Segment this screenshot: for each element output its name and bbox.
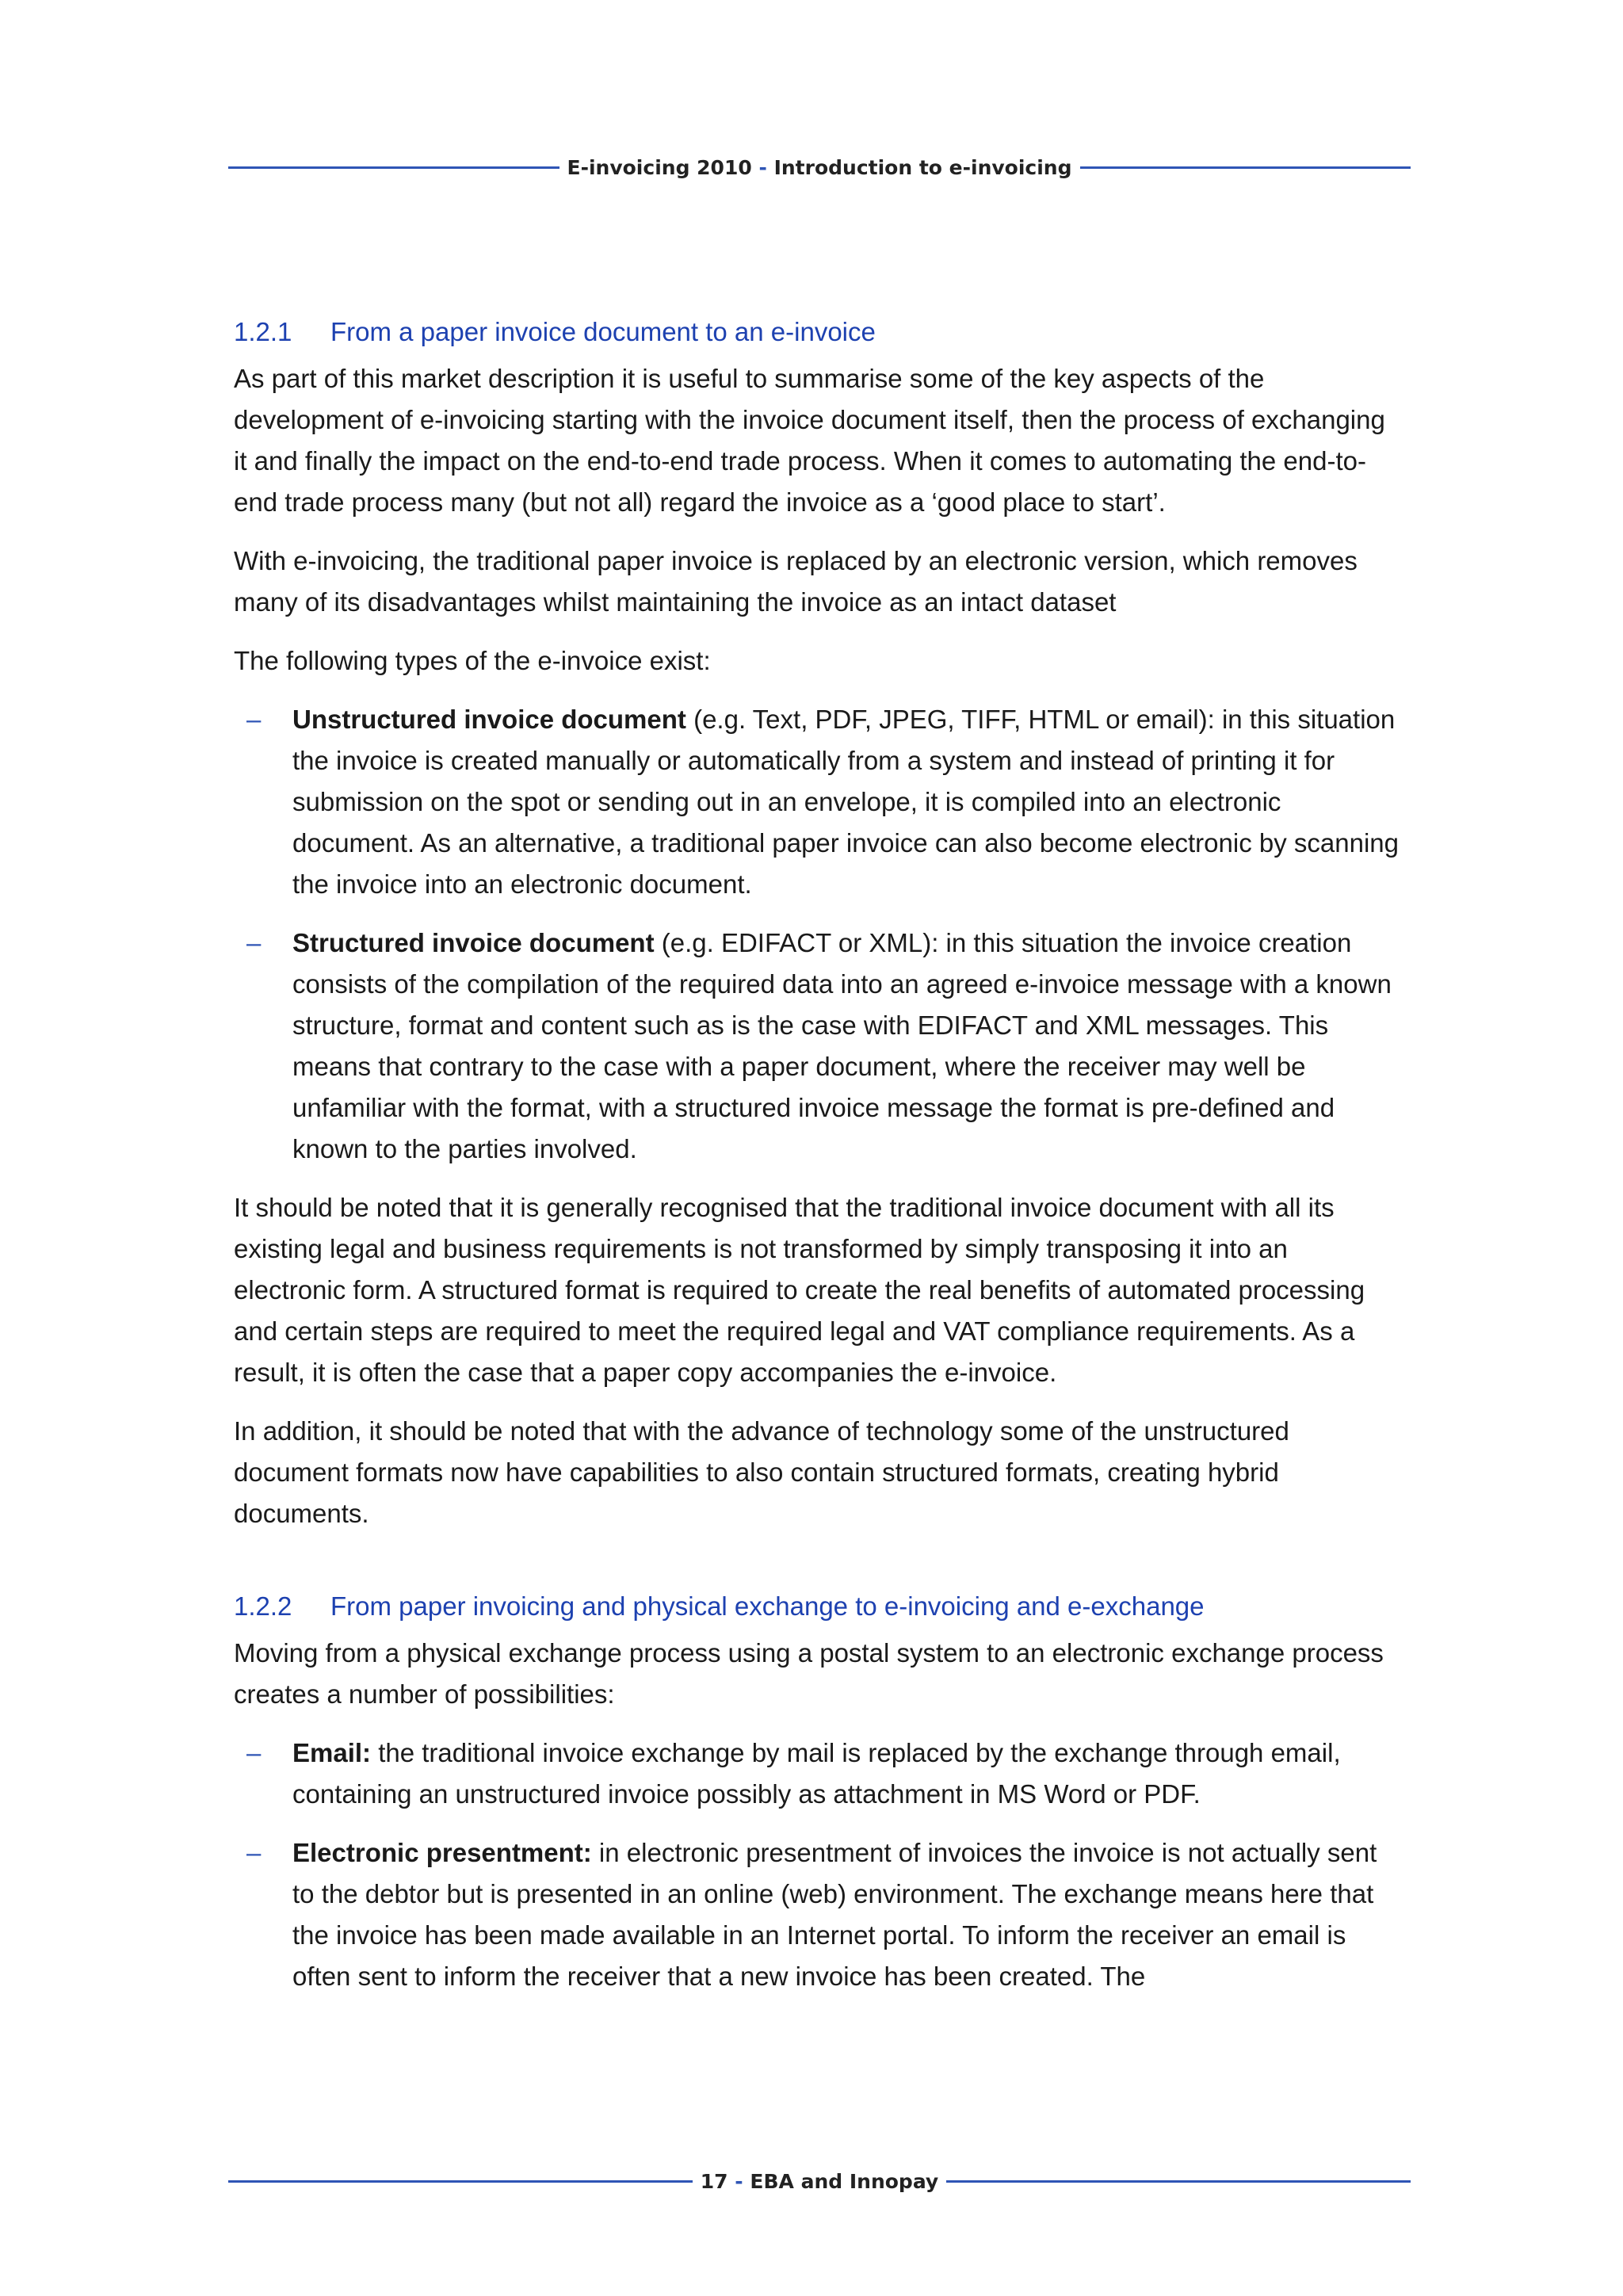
exchange-possibilities-list xyxy=(234,1733,1399,1997)
paragraph: With e-invoicing, the traditional paper invoice is replaced by an electronic version, which removes many of its disadvantages whilst maintaining the invoice as an intact dataset xyxy=(234,546,1358,617)
dash-bullet-icon: – xyxy=(246,705,262,734)
paragraph: As part of this market description it is useful to summarise some of the key aspects of the development of e-invoicing starting with the invoice document itself, then the process of exchanging it and finally the impact on the end-to-end trade process. When it comes to automating the end-to-end trade process many (but not all) regard the invoice as a ‘good place to start’. xyxy=(234,364,1385,517)
page-footer xyxy=(228,2170,1411,2193)
list-item xyxy=(234,1832,1399,1997)
footer-separator: - xyxy=(735,2170,743,2193)
dash-bullet-icon: – xyxy=(246,928,262,957)
section-number: 1.2.1 xyxy=(234,317,292,346)
paragraph: In addition, it should be noted that with the advance of technology some of the unstructured document formats now have capabilities to also contain structured formats, creating hybrid documents. xyxy=(234,1416,1289,1528)
list-item-term: Unstructured invoice document xyxy=(292,705,686,734)
list-item-term: Electronic presentment: xyxy=(292,1838,592,1867)
footer-label: EBA and Innopay xyxy=(750,2170,939,2193)
list-item xyxy=(234,699,1399,905)
page-number: 17 xyxy=(700,2170,728,2193)
section-heading-1-2-1 xyxy=(234,317,1399,347)
list-item-text: the traditional invoice exchange by mail is replaced by the exchange through email, containing an unstructured invoice possibly as attachment in MS Word or PDF. xyxy=(292,1738,1341,1809)
list-item-term: Email: xyxy=(292,1738,372,1767)
e-invoice-types-list xyxy=(234,699,1399,1170)
paragraph: Moving from a physical exchange process using a postal system to an electronic exchange process creates a number of possibilities: xyxy=(234,1638,1384,1709)
page-header xyxy=(228,156,1411,179)
dash-bullet-icon: – xyxy=(246,1738,262,1767)
footer-text xyxy=(693,2170,946,2193)
list-item xyxy=(234,923,1399,1170)
header-rule-left xyxy=(228,166,559,169)
header-subtitle: Introduction to e-invoicing xyxy=(773,156,1072,179)
list-item-text: in electronic presentment of invoices the invoice is not actually sent to the debtor but is presented in an online (web) environment. The exchange means here that the invoice has been made available in an Internet portal. To inform the receiver an email is often sent to inform the receiver that a new invoice has been created. The xyxy=(292,1838,1377,1991)
footer-rule-right xyxy=(946,2180,1411,2183)
page-body xyxy=(234,317,1399,2015)
header-separator: - xyxy=(758,156,767,179)
section-heading-1-2-2 xyxy=(234,1591,1399,1622)
header-title: E-invoicing 2010 xyxy=(567,156,752,179)
footer-rule-left xyxy=(228,2180,693,2183)
section-title: From paper invoicing and physical exchange to e-invoicing and e-exchange xyxy=(330,1591,1205,1621)
paragraph: It should be noted that it is generally recognised that the traditional invoice document with all its existing legal and business requirements is not transformed by simply transposing it into an electronic form. A structured format is required to create the real benefits of automated processing and certain steps are required to meet the required legal and VAT compliance requirements. As a result, it is often the case that a paper copy accompanies the e-invoice. xyxy=(234,1193,1365,1387)
list-item-text: (e.g. EDIFACT or XML): in this situation the invoice creation consists of the compilation of the required data into an agreed e-invoice message with a known structure, format and content such as is the case with EDIFACT and XML messages. This means that contrary to the case with a paper document, where the receiver may well be unfamiliar with the format, with a structured invoice message the format is pre-defined and known to the parties involved. xyxy=(292,928,1392,1163)
section-title: From a paper invoice document to an e-invoice xyxy=(330,317,876,346)
header-text xyxy=(559,156,1080,179)
list-item-text: (e.g. Text, PDF, JPEG, TIFF, HTML or email): in this situation the invoice is created manually or automatically from a system and instead of printing it for submission on the spot or sending out in an envelope, it is compiled into an electronic document. As an alternative, a traditional paper invoice can also become electronic by scanning the invoice into an electronic document. xyxy=(292,705,1399,899)
header-rule-right xyxy=(1080,166,1411,169)
list-item-term: Structured invoice document xyxy=(292,928,655,957)
section-number: 1.2.2 xyxy=(234,1591,292,1621)
dash-bullet-icon: – xyxy=(246,1838,262,1867)
list-item xyxy=(234,1733,1399,1815)
paragraph: The following types of the e-invoice exist: xyxy=(234,646,711,675)
